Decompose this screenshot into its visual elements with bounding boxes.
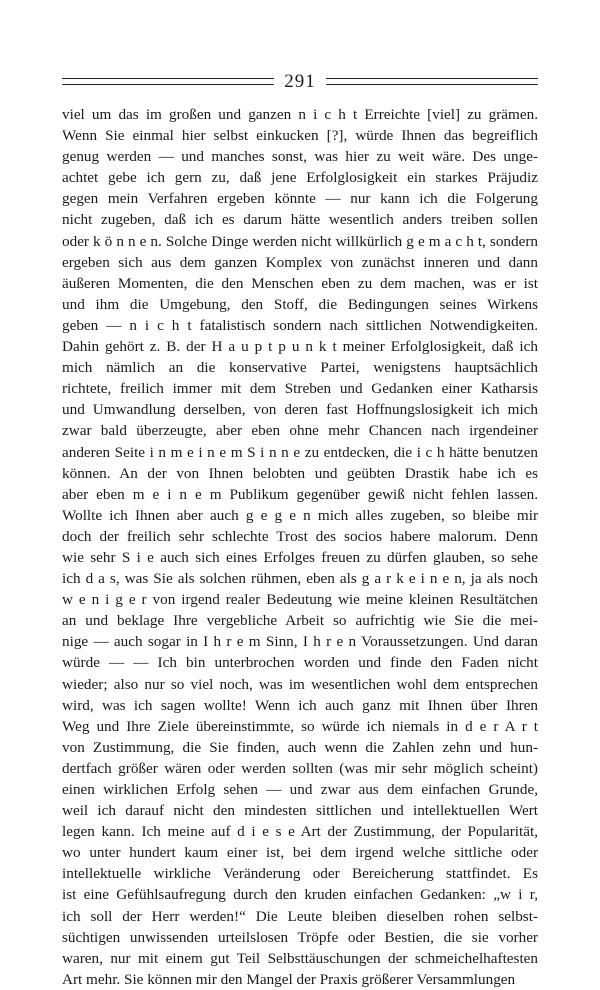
text-line: intellektuelle wirkliche Veränderung oder Bereicherung stattfindet. Es [62, 865, 538, 883]
text-line: waren, nur mit einem gut Teil Selbsttäuschungen der schmeichelhaftesten [62, 949, 538, 967]
text-line: einen wirklichen Erfolg sehen — und zwar aus dem einfachen Grunde, [62, 781, 538, 798]
text-line: Weg und Ihre Ziele übereinstimmte, so würde ich niemals in d e r A r t [62, 717, 538, 735]
text-line: viel um das im großen und ganzen n i c h t Erreichte [viel] zu grämen. [62, 106, 538, 123]
text-line: können. An der von Ihnen belobten und geübten Drastik habe ich es [62, 464, 538, 482]
text-line: oder k ö n n e n. Solche Dinge werden nicht willkürlich g e m a c h t, sondern [62, 232, 538, 250]
text-line: und ihm die Umgebung, den Stoff, die Bedingungen seines Wirkens [62, 295, 538, 313]
text-line: genug werden — und manches sonst, was hier zu weit wäre. Des unge- [62, 148, 538, 166]
text-line: von Zustimmung, die Sie finden, auch wenn die Zahlen zehn und hun- [62, 738, 538, 756]
text-line: mich nämlich an die konservative Partei, wenigstens hauptsächlich [62, 359, 538, 377]
header-rule-left [62, 78, 274, 85]
text-line: ergeben sich aus dem ganzen Komplex von zunächst inneren und dann [62, 253, 538, 271]
text-line: wie sehr S i e auch sich eines Erfolges freuen zu dürfen glauben, so sehe [62, 548, 538, 566]
page-number: 291 [284, 70, 316, 92]
text-line: nige — auch sogar in I h r e m Sinn, I h r e n Voraussetzungen. Und daran [62, 633, 538, 651]
text-line: w e n i g e r von irgend realer Bedeutung wie meine kleinen Resultätchen [62, 591, 538, 609]
text-line: anderen Seite i n m e i n e m S i n n e zu entdecken, die i c h hätte benutzen [62, 443, 538, 461]
text-line: und Umwandlung derselben, von deren fast Hoffnungslosigkeit ich mich [62, 401, 538, 419]
text-line: wieder; also nur so viel noch, was im wesentlichen wohl dem entsprechen [62, 675, 538, 693]
text-line: geben — n i c h t fatalistisch sondern nach sittlichen Notwendigkeiten. [62, 316, 538, 334]
text-line: wird, was ich sagen wollte! Wenn ich auch ganz mit Ihnen über Ihren [62, 696, 538, 714]
text-line: weil ich darauf nicht den mindesten sittlichen und intellektuellen Wert [62, 802, 538, 820]
text-line: äußeren Momenten, die den Menschen eben zu dem machen, was er ist [62, 274, 538, 292]
text-line: ich soll der Herr werden!“ Die Leute bleiben dieselben rohen selbst- [62, 907, 538, 925]
text-line: dertfach größer wären oder werden sollten (was mir sehr möglich scheint) [62, 759, 538, 777]
text-line: zwar bald überzeugte, aber eben ohne mehr Chancen nach irgendeiner [62, 422, 538, 440]
text-line: Wollte ich Ihnen aber auch g e g e n mich alles zugeben, so bleibe mir [62, 506, 538, 524]
text-line: achtet gebe ich gern zu, daß jene Erfolglosigkeit ein starkes Präjudiz [62, 169, 538, 187]
text-line: doch der freilich sehr schlechte Trost des socios habere malorum. Denn [62, 527, 538, 545]
text-line: Art mehr. Sie können mir den Mangel der Praxis größerer Versammlungen [62, 970, 516, 988]
header-rule-right [326, 78, 538, 85]
text-line: ich d a s, was Sie als solchen rühmen, eben als g a r k e i n e n, ja als noch [62, 570, 538, 588]
text-line: süchtigen unwissenden urteilslosen Tröpfe oder Bestien, die sie vorher [62, 928, 538, 946]
text-line: gegen mein Verfahren ergeben könnte — nur kann ich die Folgerung [62, 190, 538, 208]
text-line: ist eine Gefühlsaufregung durch den kruden einfachen Gedanken: „w i r, [62, 886, 538, 904]
text-line: legen kann. Ich meine auf d i e s e Art der Zustimmung, der Popularität, [62, 823, 538, 841]
text-line: Dahin gehört z. B. der H a u p t p u n k t meiner Erfolglosigkeit, daß ich [62, 338, 538, 356]
text-line: wo unter hundert kaum einer ist, bei dem irgend welche sittliche oder [62, 844, 538, 862]
text-line: richtete, freilich immer mit dem Streben und Gedanken einer Katharsis [62, 380, 538, 398]
body-text [62, 104, 538, 990]
text-line: aber eben m e i n e m Publikum gegenüber gewiß nicht fehlen lassen. [62, 485, 538, 503]
text-line: würde — — Ich bin unterbrochen worden und finde den Faden nicht [62, 654, 538, 672]
text-line: nicht zugeben, daß ich es darum hätte wesentlich anders treiben sollen [62, 211, 538, 229]
text-line: an und beklage Ihre vergebliche Arbeit so aufrichtig wie Sie die mei- [62, 612, 538, 630]
text-line: Wenn Sie einmal hier selbst einkucken [?], würde Ihnen das begreiflich [62, 127, 538, 145]
page-header [62, 68, 538, 94]
